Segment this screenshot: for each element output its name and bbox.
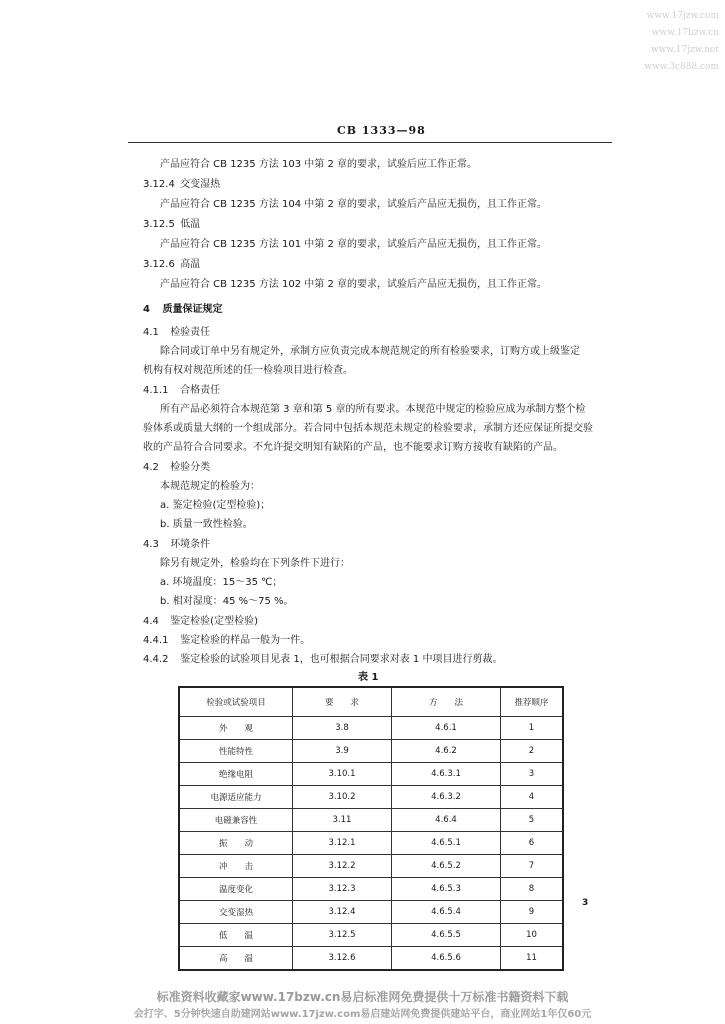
- section-title: 交变湿热: [180, 179, 221, 190]
- section-heading-3-12-6: [143, 255, 200, 270]
- table-cell: 冲 击: [179, 855, 293, 878]
- column-header: 要 求: [293, 687, 392, 717]
- table-header-row: [179, 687, 563, 717]
- table-cell: 8: [501, 878, 564, 901]
- table-cell: 1: [501, 717, 564, 740]
- table-row: [179, 855, 563, 878]
- table-cell: 3.10.1: [293, 763, 392, 786]
- table-row: [179, 924, 563, 947]
- table-cell: 3.8: [293, 717, 392, 740]
- section-number: 3.12.4: [143, 179, 175, 190]
- table-cell: 3.10.2: [293, 786, 392, 809]
- watermark-line: www.17jzw.net: [650, 45, 719, 55]
- section-heading-4: [143, 300, 222, 315]
- section-title: 低温: [180, 219, 201, 230]
- section-number: 4.4.2: [143, 654, 169, 665]
- footer-line-1: 标准资料收藏家www.17bzw.cn易启标准网免费提供十万标准书籍资料下载: [156, 990, 569, 1004]
- watermark: [609, 8, 719, 76]
- table-cell: 2: [501, 740, 564, 763]
- section-title: 鉴定检验(定型检验): [170, 616, 258, 627]
- paragraph: 机构有权对规范所述的任一检验项目进行检查。: [143, 365, 353, 376]
- watermark-line: www.3c888.com: [644, 62, 719, 72]
- paragraph: 产品应符合 CB 1235 方法 104 中第 2 章的要求，试验后产品应无损伤，且工作正常。: [160, 199, 547, 210]
- table-cell: 5: [501, 809, 564, 832]
- table-row: [179, 832, 563, 855]
- table-cell: 4.6.5.3: [392, 878, 501, 901]
- table-row: [179, 786, 563, 809]
- table-cell: 3.9: [293, 740, 392, 763]
- watermark-line: www.17bzw.cn: [651, 28, 719, 38]
- paragraph: 产品应符合 CB 1235 方法 101 中第 2 章的要求，试验后产品应无损伤，且工作正常。: [160, 239, 547, 250]
- section-heading-4-4: [143, 612, 258, 627]
- paragraph: 除另有规定外，检验均在下列条件下进行：: [160, 558, 350, 569]
- section-title: 检验责任: [170, 327, 211, 338]
- section-number: 3.12.6: [143, 259, 175, 270]
- section-title: 环境条件: [170, 539, 211, 550]
- section-number: 4: [143, 304, 150, 315]
- list-item: b. 质量一致性检验。: [160, 519, 253, 530]
- section-heading-4-1-1: [143, 381, 220, 396]
- table-cell: 4: [501, 786, 564, 809]
- table-cell: 3.12.2: [293, 855, 392, 878]
- section-number: 4.2: [143, 462, 159, 473]
- table-cell: 绝缘电阻: [179, 763, 293, 786]
- section-number: 3.12.5: [143, 219, 175, 230]
- column-header: 方 法: [392, 687, 501, 717]
- table-cell: 交变湿热: [179, 901, 293, 924]
- paragraph: 收的产品符合合同要求。不允许提交明知有缺陷的产品，也不能要求订购方接收有缺陷的产品。: [143, 442, 563, 453]
- table-cell: 3.11: [293, 809, 392, 832]
- inspection-items-table: [178, 686, 564, 971]
- paragraph: 除合同或订单中另有规定外，承制方应负责完成本规范规定的所有检验要求，订购方或上级鉴定: [160, 346, 580, 357]
- section-number: 4.1: [143, 327, 159, 338]
- table-cell: 温度变化: [179, 878, 293, 901]
- table-cell: 低 温: [179, 924, 293, 947]
- table-cell: 4.6.3.2: [392, 786, 501, 809]
- page-number: 3: [582, 898, 589, 908]
- table-cell: 4.6.4: [392, 809, 501, 832]
- table-caption: 表 1: [358, 672, 379, 683]
- column-header: 推荐顺序: [501, 687, 564, 717]
- section-title: 检验分类: [170, 462, 211, 473]
- section-text: 鉴定检验的样品一般为一件。: [180, 635, 311, 646]
- table-cell: 4.6.5.4: [392, 901, 501, 924]
- paragraph: 验体系或质量大纲的一个组成部分。若合同中包括本规范未规定的检验要求，承制方还应保证所提交验: [143, 423, 593, 434]
- table-cell: 3.12.4: [293, 901, 392, 924]
- footer-line-2: 会打字、5分钟快速自助建网站www.17jzw.com易启建站网免费提供建站平台，商业网站1年仅60元: [133, 1009, 592, 1020]
- table-cell: 3.12.3: [293, 878, 392, 901]
- table-cell: 11: [501, 947, 564, 971]
- table-cell: 9: [501, 901, 564, 924]
- section-number: 4.1.1: [143, 385, 169, 396]
- document-header: CB 1333—98: [337, 124, 426, 137]
- paragraph: 产品应符合 CB 1235 方法 102 中第 2 章的要求，试验后产品应无损伤，且工作正常。: [160, 279, 547, 290]
- section-number: 4.4.1: [143, 635, 169, 646]
- paragraph: 产品应符合 CB 1235 方法 103 中第 2 章的要求，试验后应工作正常。: [160, 159, 477, 170]
- table-cell: 性能特性: [179, 740, 293, 763]
- section-title: 质量保证规定: [162, 304, 223, 315]
- table-cell: 4.6.5.1: [392, 832, 501, 855]
- table-cell: 4.6.5.6: [392, 947, 501, 971]
- section-4-4-1: [143, 631, 310, 646]
- table-row: [179, 947, 563, 971]
- table-cell: 振 动: [179, 832, 293, 855]
- section-number: 4.3: [143, 539, 159, 550]
- section-heading-3-12-5: [143, 215, 200, 230]
- table-cell: 高 温: [179, 947, 293, 971]
- watermark-line: www.17jzw.com: [646, 11, 719, 21]
- table-row: [179, 809, 563, 832]
- table-cell: 4.6.3.1: [392, 763, 501, 786]
- section-heading-3-12-4: [143, 175, 220, 190]
- table-row: [179, 901, 563, 924]
- list-item: b. 相对湿度：45 %～75 %。: [160, 596, 294, 607]
- section-heading-4-2: [143, 458, 210, 473]
- table-row: [179, 878, 563, 901]
- table-cell: 10: [501, 924, 564, 947]
- table-cell: 4.6.2: [392, 740, 501, 763]
- section-4-4-2: [143, 650, 502, 665]
- list-item: a. 环境温度：15～35 ℃；: [160, 577, 283, 588]
- header-rule: [128, 142, 612, 143]
- list-item: a. 鉴定检验(定型检验)；: [160, 500, 271, 511]
- table-cell: 4.6.5.2: [392, 855, 501, 878]
- table-row: [179, 763, 563, 786]
- section-heading-4-1: [143, 323, 210, 338]
- section-text: 鉴定检验的试验项目见表 1，也可根据合同要求对表 1 中项目进行剪裁。: [180, 654, 503, 665]
- table-cell: 3.12.1: [293, 832, 392, 855]
- table-row: [179, 717, 563, 740]
- section-title: 高温: [180, 259, 201, 270]
- table-cell: 7: [501, 855, 564, 878]
- section-number: 4.4: [143, 616, 159, 627]
- paragraph: 本规范规定的检验为：: [160, 481, 260, 492]
- table-row: [179, 740, 563, 763]
- table-cell: 3: [501, 763, 564, 786]
- table-cell: 电源适应能力: [179, 786, 293, 809]
- table-cell: 3.12.5: [293, 924, 392, 947]
- table-cell: 4.6.1: [392, 717, 501, 740]
- paragraph: 所有产品必须符合本规范第 3 章和第 5 章的所有要求。本规范中规定的检验应成为承制方整个检: [160, 404, 586, 415]
- section-heading-4-3: [143, 535, 210, 550]
- table-cell: 电磁兼容性: [179, 809, 293, 832]
- table-cell: 3.12.6: [293, 947, 392, 971]
- table-cell: 4.6.5.5: [392, 924, 501, 947]
- column-header: 检验或试验项目: [179, 687, 293, 717]
- table-cell: 6: [501, 832, 564, 855]
- section-title: 合格责任: [180, 385, 221, 396]
- table-cell: 外 观: [179, 717, 293, 740]
